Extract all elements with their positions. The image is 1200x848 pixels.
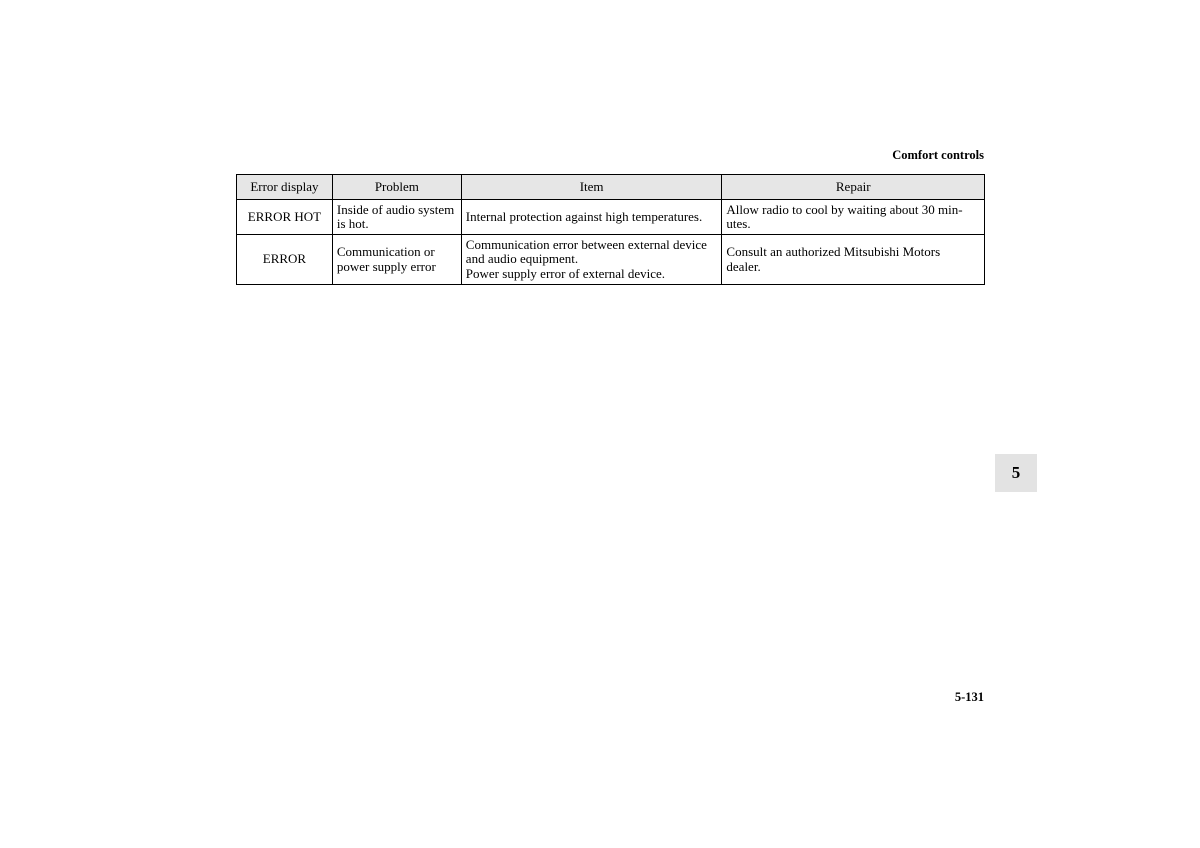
problem-cell: Inside of audio system is hot. [332, 200, 461, 235]
chapter-number: 5 [1011, 463, 1021, 482]
repair-cell: Allow radio to cool by waiting about 30 min- utes. [722, 200, 985, 235]
repair-cell: Consult an authorized Mitsubishi Motors dealer. [722, 235, 985, 285]
section-title: Comfort controls [892, 148, 984, 162]
problem-cell: Communication or power supply error [332, 235, 461, 285]
table-row [237, 235, 985, 285]
error-display-table [236, 174, 985, 285]
column-header-repair: Repair [722, 175, 985, 200]
error-display-cell: ERROR [237, 235, 333, 285]
table-row [237, 200, 985, 235]
column-header-item: Item [461, 175, 722, 200]
item-cell: Communication error between external device and audio equipment. Power supply error of external device. [461, 235, 722, 285]
column-header-problem: Problem [332, 175, 461, 200]
chapter-tab [995, 454, 1037, 492]
page-number: 5-131 [954, 690, 984, 704]
column-header-error-display: Error display [237, 175, 333, 200]
table-header-row [237, 175, 985, 200]
error-display-cell: ERROR HOT [237, 200, 333, 235]
item-cell: Internal protection against high temperatures. [461, 200, 722, 235]
